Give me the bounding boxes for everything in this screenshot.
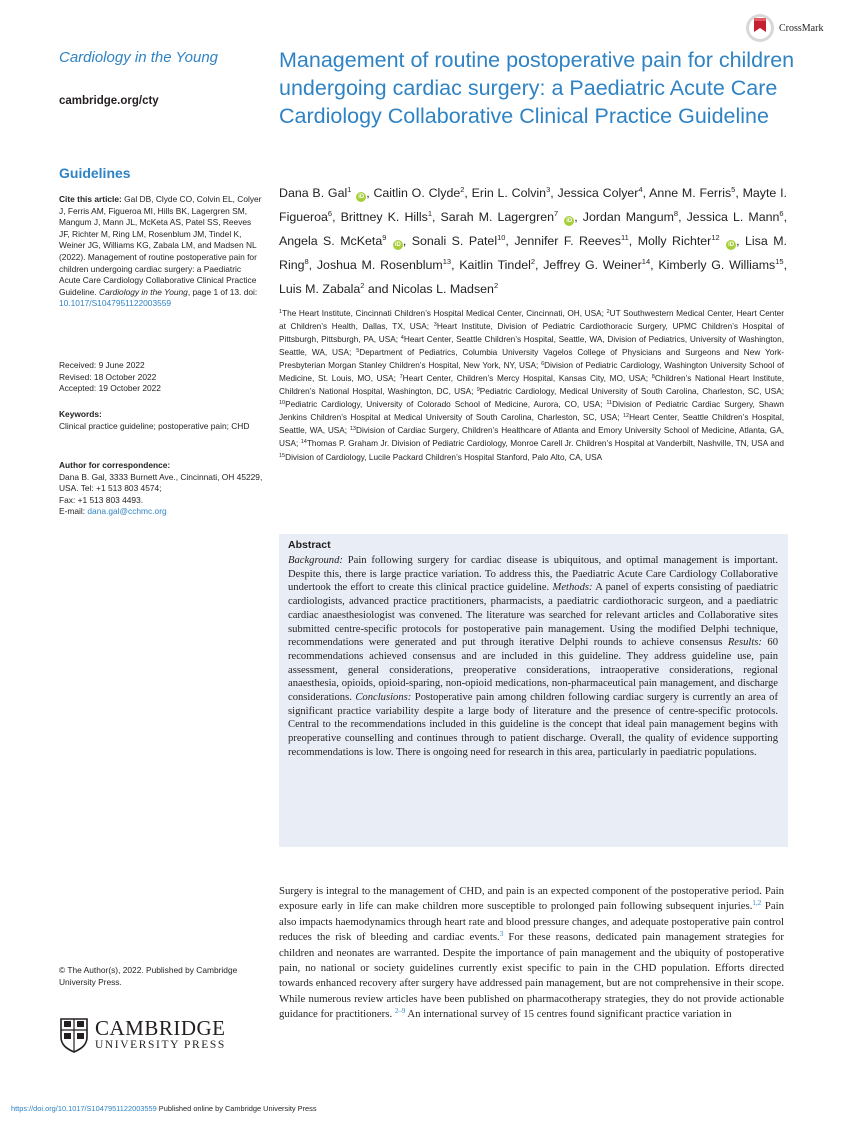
author-separator: ,	[678, 209, 687, 224]
author-separator: ,	[642, 186, 650, 200]
author-name: Anne M. Ferris	[649, 186, 732, 200]
affiliation-text: Division of Pediatric Cardiac Surgery, Shawn Jenkins Children’s Hospital at Medical University of South Carolina, Charleston, SC, USA;	[279, 400, 784, 423]
correspondence-email-row	[59, 506, 263, 518]
keywords-label: Keywords:	[59, 409, 102, 419]
correspondence-fax: Fax: +1 513 803 4493.	[59, 494, 144, 505]
author-affiliation-number: 3	[546, 185, 551, 194]
abstract-results-label: Results:	[727, 637, 762, 649]
author-name: Kimberly G. Williams	[658, 257, 776, 272]
abstract-heading: Abstract	[288, 539, 331, 551]
author-name: Luis M. Zabala	[279, 281, 361, 296]
page-footer	[11, 1104, 317, 1113]
affiliation-text: Heart Center, Seattle Children’s Hospital, Seattle, WA, Division of Pediatrics, University of Washington, Seattle, WA, USA;	[279, 335, 784, 358]
affiliation	[477, 387, 784, 396]
author	[459, 258, 543, 272]
received-date: Received: 9 June 2022	[59, 360, 145, 370]
author-separator: ,	[628, 233, 638, 248]
author-separator: ,	[783, 257, 788, 272]
author	[373, 186, 471, 200]
author-affiliation-number: 7	[553, 208, 559, 218]
author-affiliation-number: 5	[731, 185, 736, 194]
author-name: Kaitlin Tindel	[459, 257, 531, 272]
cite-journal: Cardiology in the Young	[99, 286, 188, 297]
affiliation-text: Heart Institute, Division of Pediatric Cardiothoracic Surgery, UPMC Children’s Hospital of Pittsburgh, Pittsburgh, PA, USA;	[279, 322, 785, 345]
correspondence-address: Dana B. Gal, 3333 Burnett Ave., Cincinnati, OH 45229, USA. Tel: +1 513 803 4574;	[59, 471, 263, 494]
footer-doi-link[interactable]: https://doi.org/10.1017/S1047951122003559	[11, 1104, 157, 1113]
abstract-conclusions: Postoperative pain among children following cardiac surgery is currently an area of significant practice variability despite a large body of literature and the presence of centre-specific protocols. Central to the recommendations included in this guideline is the concept that ideal pain management begins with preoperative counselling and continues through to patient discharge. Overall, the quality of evidence supporting recommendations is low. There is ongoing need for research in this area, particularly in paediatric populations.	[288, 692, 778, 758]
author-affiliation-number: 15	[775, 256, 784, 266]
author-affiliation-number: 2	[460, 185, 465, 194]
affiliation-number: 2	[606, 309, 610, 315]
affiliation-text: Division of Pediatric Cardiology, Washington University School of Medicine, St. Louis, MO, USA;	[279, 361, 784, 384]
affiliation-number: 1	[279, 309, 283, 315]
author-separator: ,	[366, 186, 374, 200]
journal-name: Cardiology in the Young	[59, 49, 219, 66]
author-affiliation-number: 10	[497, 232, 506, 242]
author-separator: and	[364, 281, 392, 296]
body-text-3: For these reasons, dedicated pain management strategies for children and neonates are warranted. Despite the importance of pain management and the ubiquity of postoperative pain, no national or society guidelines currently exist specific to pain in the CHD population. Efforts directed towards enhanced recovery after surgery have addressed pain management, but are not comprehensive in their scope. While numerous review articles have been published on pharmacotherapy strategies, they do not provide actionable guidance for practitioners.	[279, 931, 784, 1021]
author-affiliation-number: 1	[427, 208, 433, 218]
author-affiliation-number: 12	[711, 232, 720, 242]
author	[543, 258, 658, 272]
orcid-icon[interactable]: iD	[566, 217, 573, 224]
author-name: Sarah M. Lagergren	[440, 209, 554, 224]
author	[583, 210, 687, 224]
body-text-2: Pain also impacts haemodynamics through heart rate and blood pressure changes, and adequate postoperative pain control reduces the risk of bleeding and cardiac events.	[279, 900, 784, 944]
author	[514, 234, 637, 248]
author	[279, 282, 392, 296]
author-name: Jeffrey G. Weiner	[543, 257, 642, 272]
email-label: E-mail:	[59, 506, 86, 517]
article-section: Guidelines	[59, 165, 131, 181]
affiliation-number: 6	[541, 361, 545, 368]
body-text-1: Surgery is integral to the management of CHD, and pain is an expected component of the postoperative period. Pain exposure early in life can make children more susceptible to prolonged pain following subsequent injuries.	[279, 885, 784, 913]
affiliation	[279, 453, 602, 462]
affiliation-text: Thomas P. Graham Jr. Division of Pediatric Cardiology, Monroe Carell Jr. Children’s Hospital at Vanderbilt, Nashville, TN, USA and	[306, 439, 785, 449]
abstract-conclusions-label: Conclusions:	[355, 692, 412, 704]
author-affiliation-number: 13	[442, 256, 452, 266]
author-name: Mayte I. Figueroa	[279, 186, 787, 224]
author-affiliation-number: 6	[327, 208, 333, 218]
author	[687, 210, 787, 224]
affiliation-number: 14	[300, 439, 307, 446]
cite-doi-link[interactable]: 10.1017/S1047951122003559	[59, 298, 172, 309]
abstract-box	[279, 534, 788, 847]
affiliation-number: 3	[433, 322, 437, 329]
author-separator: ,	[735, 186, 743, 200]
cite-label: Cite this article:	[59, 194, 122, 204]
affiliation-number: 9	[476, 387, 480, 394]
author-affiliation-number: 8	[673, 208, 679, 218]
affiliation-number: 13	[349, 426, 356, 433]
correspondence-label: Author for correspondence:	[59, 460, 171, 470]
dates-block	[59, 360, 263, 395]
publisher-logo-line1: CAMBRIDGE	[95, 1016, 226, 1040]
orcid-icon[interactable]: iD	[358, 194, 365, 200]
author-affiliation-number: 4	[638, 185, 643, 194]
keywords-block	[59, 409, 263, 432]
affiliation	[301, 439, 784, 448]
author-name: Caitlin O. Clyde	[373, 186, 461, 200]
affiliation-number: 4	[400, 335, 404, 342]
author-name: Jordan Mangum	[582, 209, 674, 224]
crossmark-icon	[745, 12, 775, 44]
author-affiliation-number: 14	[641, 256, 651, 266]
author-separator: ,	[650, 257, 659, 272]
affiliation-number: 5	[356, 348, 360, 355]
reference-link[interactable]: 3	[499, 930, 504, 939]
cite-text: Gal DB, Clyde CO, Colvin EL, Colyer J, Ferris AM, Figueroa MI, Hills BK, Lagergren SM, Mangum J, Mann JL, McKeta AS, Patel SS, Reeves JF, Richter M, Ring LM, Rosenblum JM, Tindel K, Weiner JG, Williams KG, Zabala LM, and Madsen NL (2022). Management of routine postoperative pain for children undergoing cardiac surgery: a Paediatric Acute Care Cardiology Collaborative Clinical Practice Guideline.	[59, 194, 262, 297]
author-affiliation-number: 2	[530, 256, 536, 266]
affiliation-number: 7	[399, 374, 403, 381]
author-separator: ,	[783, 209, 788, 224]
author	[649, 186, 742, 200]
article-title: Management of routine postoperative pain for children undergoing cardiac surgery: a Paediatric Acute Care Cardiology Collaborative Clinical Practice Guideline	[279, 48, 795, 128]
author-name: Erin L. Colvin	[471, 186, 547, 200]
author-name: Joshua M. Rosenblum	[316, 257, 443, 272]
revised-date: Revised: 18 October 2022	[59, 371, 157, 382]
author-separator: ,	[574, 209, 583, 224]
author	[317, 258, 459, 272]
reference-link[interactable]: 2–9	[394, 1007, 406, 1016]
abstract-methods-label: Methods:	[552, 582, 593, 594]
affiliation-text: Pediatric Cardiology, Medical University of South Carolina, Charleston, SC, USA;	[479, 387, 785, 397]
author	[279, 234, 412, 248]
affiliation-number: 10	[279, 400, 286, 407]
author-name: Sonali S. Patel	[411, 233, 498, 248]
crossmark-label: CrossMark	[779, 22, 824, 34]
author-affiliation-number: 8	[304, 256, 309, 266]
keywords-text: Clinical practice guideline; postoperative pain; CHD	[59, 420, 250, 431]
author-separator: ,	[308, 257, 317, 272]
author-separator: ,	[432, 209, 441, 224]
abstract-methods: A panel of experts consisting of paediatric cardiologists, advanced practice practitioners, pharmacists, a paediatric cardiothoracic surgeon, and a paediatric cardiac anaesthesiologist was convened. The literature was searched for relevant articles and Collaborative sites submitted centre-specific protocols for postoperative pain management. Using the modified Delphi technique, recommendations were generated and put through iterative Delphi rounds to achieve consensus	[288, 582, 778, 649]
affiliation-text: Children’s National Heart Institute, Children’s National Hospital, Washington, DC, USA;	[279, 374, 784, 397]
affiliation	[279, 400, 602, 409]
affiliation-text: Division of Cardiac Surgery, Children’s Healthcare of Atlanta and Emory University School of Medicine, Atlanta, GA, USA;	[279, 426, 784, 449]
affiliation-text: The Heart Institute, Cincinnati Children’s Hospital Medical Center, Cincinnati, OH, USA;	[282, 309, 604, 318]
author-list	[279, 182, 787, 302]
author-separator: ,	[464, 186, 472, 200]
affiliation	[400, 374, 649, 383]
correspondence-block	[59, 460, 263, 518]
author-separator: ,	[535, 257, 544, 272]
affiliation-text: Heart Center, Seattle Children’s Hospital, Seattle, WA, USA;	[279, 413, 785, 436]
affiliation-text: Department of Pediatrics, Columbia University Vagelos College of Physicians and Surgeons and New York-Presbyterian Morgan Stanley Children’s Hospital, New York, NY, USA;	[279, 348, 784, 371]
affiliation-number: 8	[651, 374, 655, 381]
author-name: Molly Richter	[637, 233, 712, 248]
cite-pages: , page 1 of 13. doi:	[187, 286, 258, 297]
affiliation-text: Pediatric Cardiology, University of Colorado School of Medicine, Aurora, CO, USA;	[285, 400, 603, 410]
author	[279, 186, 373, 200]
author	[638, 234, 745, 248]
reference-link[interactable]: 1,2	[752, 899, 762, 908]
abstract-background: Pain following surgery for cardiac disease is ubiquitous, and optimal management is important. Despite this, there is large practice variation. To address this, the Paediatric Acute Care Cardiology Collaborative undertook the effort to create this clinical practice guideline.	[288, 555, 778, 594]
author	[412, 234, 515, 248]
author-name: Dana B. Gal	[279, 186, 348, 200]
abstract-results: 60 recommendations achieved consensus and are included in this guideline. They address guideline use, pain assessment, general considerations, preoperative considerations, intraoperative considerations, regional anaesthesia, opioids, opioid-sparing, non-opioid medications, non-pharmaceutical pain management, and discharge considerations.	[288, 637, 778, 704]
copyright-notice: © The Author(s), 2022. Published by Cambridge University Press.	[59, 965, 238, 987]
affiliation-number: 12	[622, 413, 630, 420]
author	[441, 210, 583, 224]
abstract-body	[288, 554, 778, 760]
author-separator: ,	[505, 233, 515, 248]
author-name: Lisa M. Ring	[279, 233, 787, 272]
affiliation-number: 15	[279, 452, 286, 459]
author-affiliation-number: 9	[382, 232, 387, 242]
abstract-background-label: Background:	[288, 555, 343, 566]
affiliation-number: 11	[606, 400, 613, 407]
author-affiliation-number: 2	[493, 280, 499, 290]
affiliation-text: UT Southwestern Medical Center, Heart Center at Children’s Health, Dallas, TX, USA;	[279, 309, 785, 332]
accepted-date: Accepted: 19 October 2022	[59, 383, 161, 394]
author-name: Nicolas L. Madsen	[392, 281, 494, 296]
author	[658, 258, 787, 272]
author	[472, 186, 558, 200]
author-separator: ,	[550, 186, 558, 200]
affiliation-text: Heart Center, Children’s Mercy Hospital, Kansas City, MO, USA;	[402, 374, 649, 384]
author	[341, 210, 441, 224]
citation-block	[59, 194, 263, 310]
author-name: Jessica Colyer	[557, 186, 639, 200]
publisher-logo-line2: UNIVERSITY PRESS	[95, 1039, 226, 1051]
body-text-4: An international survey of 15 centres found significant practice variation in	[405, 1008, 732, 1021]
author-affiliation-number: 11	[620, 232, 629, 242]
author-affiliation-number: 6	[779, 208, 784, 218]
journal-url[interactable]: cambridge.org/cty	[59, 95, 159, 107]
orcid-icon[interactable]: iD	[394, 241, 401, 248]
author-name: Angela S. McKeta	[279, 233, 383, 248]
email-link[interactable]: dana.gal@cchmc.org	[87, 506, 167, 517]
footer-text: Published online by Cambridge University Press	[156, 1104, 317, 1113]
affiliation	[279, 309, 604, 318]
cambridge-shield-icon	[59, 1017, 89, 1053]
body-paragraph	[279, 884, 784, 1023]
author	[558, 186, 650, 200]
affiliations	[279, 307, 784, 464]
author-name: Jennifer F. Reeves	[514, 233, 621, 248]
author-separator: ,	[332, 209, 341, 224]
author-separator: ,	[451, 257, 460, 272]
affiliation-text: Division of Cardiology, Lucile Packard Children’s Hospital Stanford, Palo Alto, CA, USA	[285, 452, 603, 462]
author-separator: ,	[402, 233, 412, 248]
author-name: Brittney K. Hills	[340, 209, 428, 224]
crossmark-badge[interactable]	[745, 12, 823, 44]
author-name: Jessica L. Mann	[686, 209, 780, 224]
author-affiliation-number: 1	[347, 185, 352, 194]
author-separator: ,	[736, 233, 746, 248]
author-affiliation-number: 2	[360, 280, 365, 290]
orcid-icon[interactable]: iD	[728, 241, 735, 248]
publisher-logo	[59, 1017, 226, 1053]
author	[392, 282, 498, 296]
